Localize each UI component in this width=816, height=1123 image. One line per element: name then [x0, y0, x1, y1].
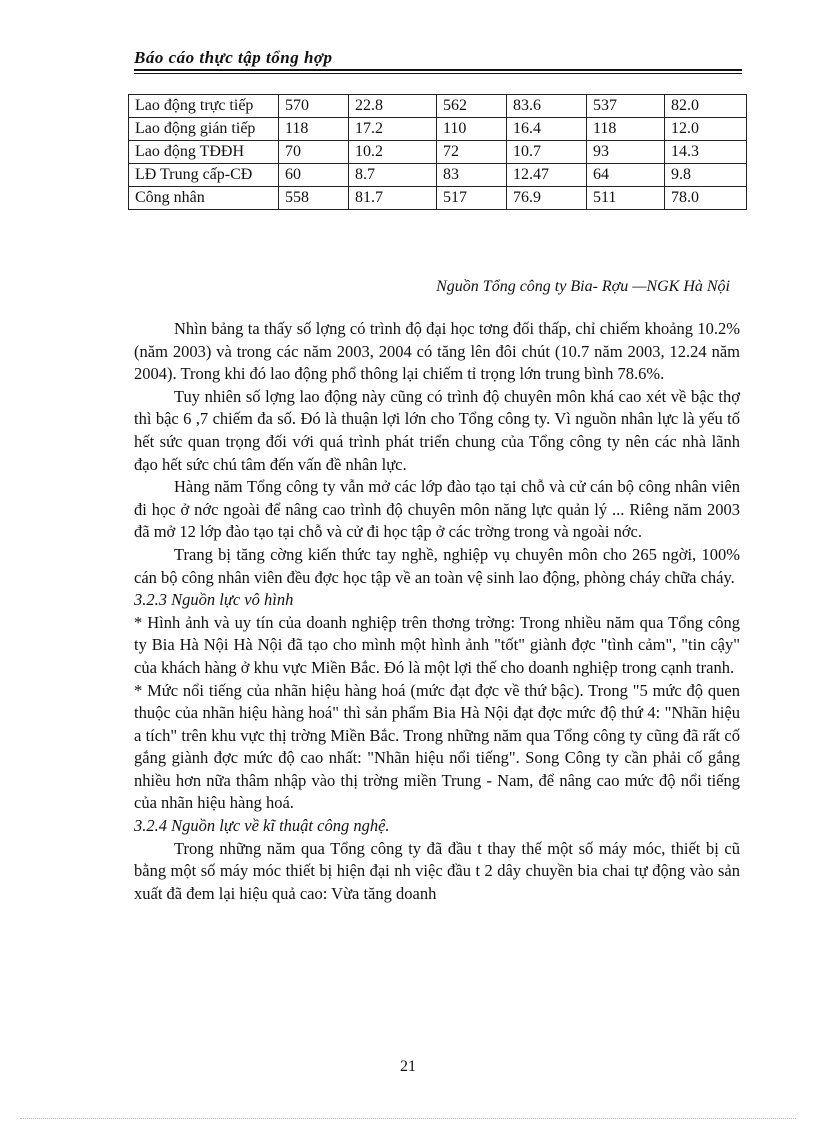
section-heading: 3.2.4 Nguồn lực về kĩ thuật công nghệ.: [134, 816, 390, 836]
paragraph: Tuy nhiên số lợng lao động này cũng có trình độ chuyên môn khá cao xét về bậc thợ thì bậc 6 ,7 chiếm đa số. Đó là thuận lợi lớn cho Tổng công ty. Vì nguồn nhân lực là yếu tố hết sức quan trọng đối với quá trình phát triển chung của Tổng công ty nên các nhà lãnh đạo hết sức chú tâm đến vấn đề nhân lực.: [134, 386, 740, 474]
row-label-cell: Công nhân: [129, 187, 279, 210]
value-cell: 110: [437, 118, 507, 141]
value-cell: 76.9: [507, 187, 587, 210]
table-row: [129, 164, 747, 187]
page-bottom-dotted-line: [20, 1118, 796, 1119]
value-cell: 64: [587, 164, 665, 187]
value-cell: 17.2: [349, 118, 437, 141]
table-row: [129, 141, 747, 164]
table-row: [129, 118, 747, 141]
value-cell: 511: [587, 187, 665, 210]
page-header-title: Báo cáo thực tập tổng hợp: [134, 48, 333, 67]
value-cell: 558: [279, 187, 349, 210]
header-rule-thin: [134, 73, 742, 74]
value-cell: 14.3: [665, 141, 747, 164]
body-text: [134, 318, 740, 905]
paragraph: Trong những năm qua Tổng công ty đã đầu t thay thế một số máy móc, thiết bị cũ bằng một số máy móc thiết bị hiện đại nh việc đầu t 2 dây chuyền bia chai tự động vào sản xuất đã đem lại hiệu quả cao: Vừa tăng doanh: [134, 838, 740, 903]
value-cell: 537: [587, 95, 665, 118]
value-cell: 10.7: [507, 141, 587, 164]
paragraph: Nhìn bảng ta thấy số lợng có trình độ đại học tơng đối thấp, chỉ chiếm khoảng 10.2% (năm 2003) và trong các năm 2003, 2004 có tăng lên đôi chút (10.7 năm 2003, 12.24 năm 2004). Trong khi đó lao động phổ thông lại chiếm tỉ trọng lớn trung bình 78.6%.: [134, 319, 740, 384]
header-rule-thick: [134, 69, 742, 71]
paragraph: * Mức nổi tiếng của nhãn hiệu hàng hoá (mức đạt đợc về thứ bậc). Trong "5 mức độ quen thuộc của nhãn hiệu hàng hoá" thì sản phẩm Bia Hà Nội đạt đợc mức độ thứ 4: "Nhãn hiệu a tích" trên khu vực thị trờng Miền Bắc. Trong những năm qua Tổng công ty cũng đã rất cố gắng giành đợc mức độ cao nhất: "Nhãn hiệu nổi tiếng". Song Công ty cần phải cố gắng nhiều hơn nữa thâm nhập vào thị trờng miền Trung - Nam, để nâng cao mức độ nổi tiếng của nhãn hiệu hàng hoá.: [134, 680, 740, 813]
paragraph: * Hình ảnh và uy tín của doanh nghiệp trên thơng trờng: Trong nhiều năm qua Tổng công ty Bia Hà Nội Hà Nội đã tạo cho mình một hình ảnh "tốt" giành đợc "tình cảm", "tin cậy" của khách hàng ở khu vực Miền Bắc. Đó là một lợi thế cho doanh nghiệp trong cạnh tranh.: [134, 612, 740, 677]
row-label-cell: Lao động gián tiếp: [129, 118, 279, 141]
value-cell: 10.2: [349, 141, 437, 164]
value-cell: 12.0: [665, 118, 747, 141]
value-cell: 78.0: [665, 187, 747, 210]
row-label-cell: LĐ Trung cấp-CĐ: [129, 164, 279, 187]
value-cell: 70: [279, 141, 349, 164]
value-cell: 16.4: [507, 118, 587, 141]
value-cell: 22.8: [349, 95, 437, 118]
value-cell: 83.6: [507, 95, 587, 118]
value-cell: 72: [437, 141, 507, 164]
value-cell: 562: [437, 95, 507, 118]
value-cell: 118: [587, 118, 665, 141]
table-row: [129, 187, 747, 210]
value-cell: 570: [279, 95, 349, 118]
value-cell: 517: [437, 187, 507, 210]
paragraph: Hàng năm Tổng công ty vẫn mở các lớp đào tạo tại chỗ và cử cán bộ công nhân viên đi học ở nớc ngoài để nâng cao trình độ chuyên môn năng lực quản lý ... Riêng năm 2003 đã mở 12 lớp đào tạo tại chỗ và cử đi học tập ở các trờng trong và ngoài nớc.: [134, 477, 740, 542]
table-source-note: Nguồn Tổng công ty Bia- Rợu —NGK Hà Nội: [436, 278, 730, 295]
table-row: [129, 95, 747, 118]
section-heading: 3.2.3 Nguồn lực vô hình: [134, 590, 294, 610]
paragraph: Trang bị tăng cờng kiến thức tay nghề, nghiệp vụ chuyên môn cho 265 ngời, 100% cán bộ công nhân viên đều đợc học tập về an toàn vệ sinh lao động, phòng cháy chữa cháy.: [134, 544, 740, 587]
page-number: 21: [400, 1058, 416, 1075]
value-cell: 12.47: [507, 164, 587, 187]
row-label-cell: Lao động trực tiếp: [129, 95, 279, 118]
value-cell: 118: [279, 118, 349, 141]
value-cell: 93: [587, 141, 665, 164]
value-cell: 60: [279, 164, 349, 187]
value-cell: 9.8: [665, 164, 747, 187]
value-cell: 81.7: [349, 187, 437, 210]
value-cell: 8.7: [349, 164, 437, 187]
labor-structure-table: [128, 94, 747, 210]
value-cell: 82.0: [665, 95, 747, 118]
value-cell: 83: [437, 164, 507, 187]
row-label-cell: Lao động TĐĐH: [129, 141, 279, 164]
